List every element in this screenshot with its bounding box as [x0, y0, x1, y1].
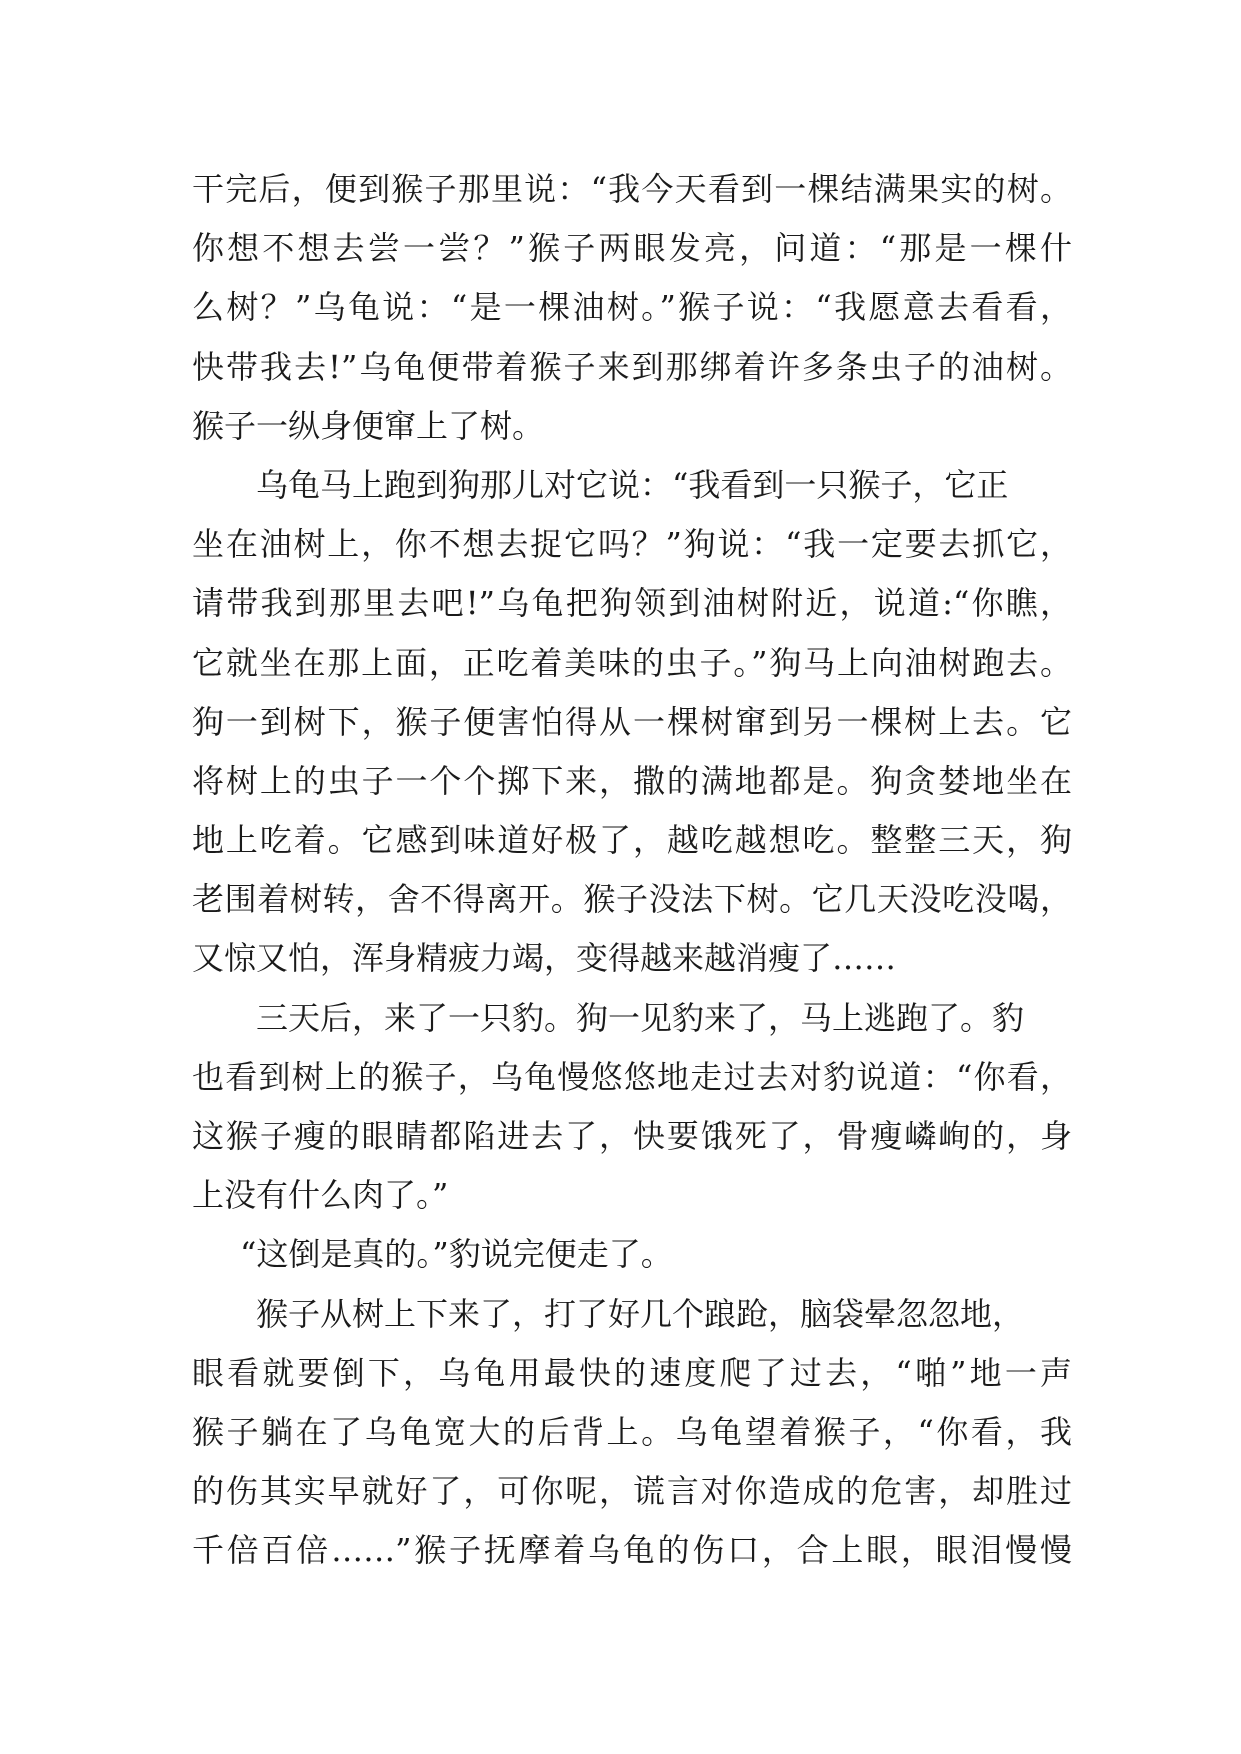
text-line: 这猴子瘦的眼睛都陷进去了，快要饿死了，骨瘦嶙峋的，身: [192, 1117, 1072, 1155]
text-line: 的伤其实早就好了，可你呢，谎言对你造成的危害，却胜过: [192, 1472, 1072, 1511]
text-line: 猴子躺在了乌龟宽大的后背上。乌龟望着猴子，“你看，我: [192, 1412, 1072, 1451]
story-text: [192, 160, 1072, 1581]
text-line: 将树上的虫子一个个掷下来，撒的满地都是。狗贪婪地坐在: [192, 761, 1072, 800]
text-line: 老围着树转，舍不得离开。猴子没法下树。它几天没吃没喝，: [192, 880, 1072, 919]
text-line: 狗一到树下，猴子便害怕得从一棵树窜到另一棵树上去。它: [192, 702, 1072, 741]
text-line: 猴子从树上下来了，打了好几个踉跄，脑袋晕忽忽地，: [256, 1294, 1025, 1333]
text-line: 眼看就要倒下，乌龟用最快的速度爬了过去，“啪”地一声: [192, 1353, 1072, 1392]
text-line: 么树？”乌龟说：“是一棵油树。”猴子说：“我愿意去看看，: [192, 288, 1072, 327]
text-line: 干完后，便到猴子那里说：“我今天看到一棵结满果实的树。: [192, 170, 1072, 208]
text-line: 你想不想去尝一尝？”猴子两眼发亮，问道：“那是一棵什: [192, 229, 1072, 268]
text-line: “这倒是真的。”豹说完便走了。: [240, 1235, 673, 1274]
text-line: 上没有什么肉了。”: [192, 1176, 449, 1215]
text-line: 地上吃着。它感到味道好极了，越吃越想吃。整整三天，狗: [192, 821, 1072, 860]
text-line: 也看到树上的猴子，乌龟慢悠悠地走过去对豹说道：“你看，: [192, 1057, 1072, 1096]
text-line: 坐在油树上，你不想去捉它吗？”狗说：“我一定要去抓它，: [192, 525, 1072, 564]
text-line: 猴子一纵身便窜上了树。: [192, 406, 545, 445]
text-line: 三天后，来了一只豹。狗一见豹来了，马上逃跑了。豹: [256, 998, 1025, 1037]
text-line: 快带我去!”乌龟便带着猴子来到那绑着许多条虫子的油树。: [192, 347, 1072, 386]
text-line: 乌龟马上跑到狗那儿对它说：“我看到一只猴子，它正: [256, 465, 1009, 504]
text-line: 又惊又怕，浑身精疲力竭，变得越来越消瘦了……: [192, 939, 897, 978]
text-line: 千倍百倍……”猴子抚摩着乌龟的伤口，合上眼，眼泪慢慢: [192, 1531, 1072, 1570]
text-line: 请带我到那里去吧!”乌龟把狗领到油树附近，说道:“你瞧，: [192, 584, 1072, 623]
text-line: 它就坐在那上面，正吃着美味的虫子。”狗马上向油树跑去。: [192, 643, 1072, 682]
